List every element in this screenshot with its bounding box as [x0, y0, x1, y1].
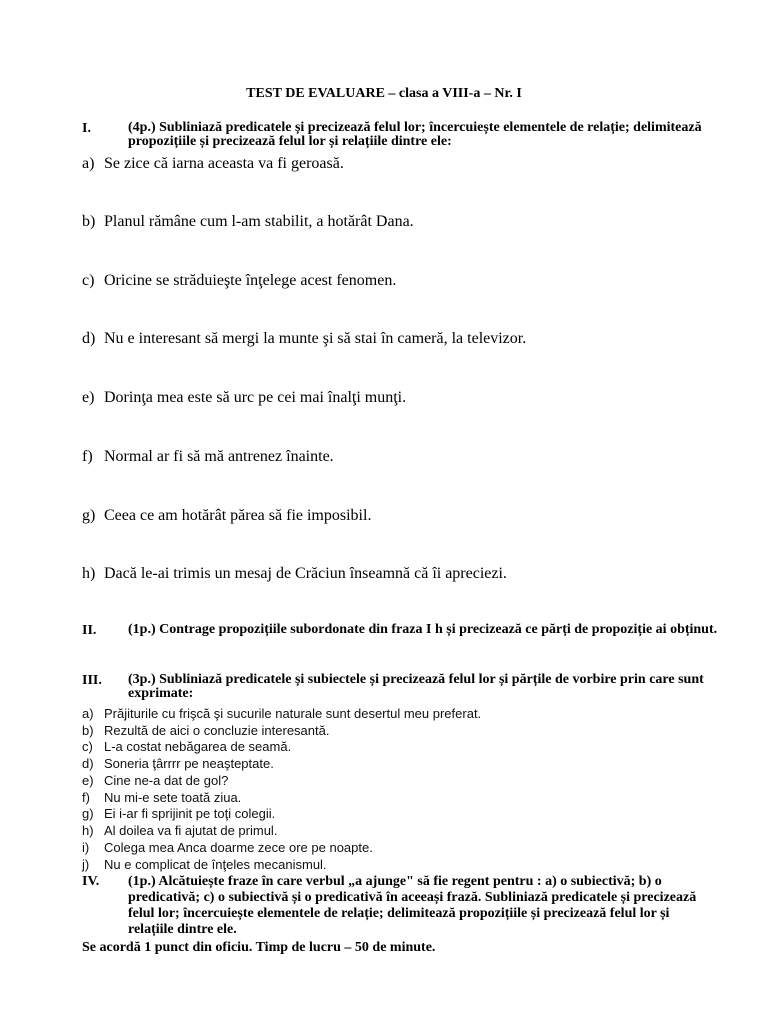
- section-2-instructions: (1p.) Contrage propozițiile subordonate din fraza I h și precizează ce părți de propoziție ai obținut.: [128, 622, 718, 637]
- footer-note: Se acordă 1 punct din oficiu. Timp de lucru – 50 de minute.: [82, 940, 436, 955]
- section-1-item-e: [82, 389, 406, 407]
- item-label: f): [82, 448, 93, 465]
- section-4-instructions: (1p.) Alcătuiește fraze în care verbul „a ajunge" să fie regent pentru : a) o subiectivă; b) o predicativă; c) o subiectivă și o predicativă în aceeași frază. Subliniază predicatele și precizează felul lor; încercuiește elementele de relație; delimitează propozițiile și precizează felul lor și relațiile dintre ele.: [128, 874, 697, 937]
- item-label: h): [82, 823, 94, 838]
- section-1-item-d: [82, 330, 526, 348]
- item-text: Ei i-ar fi sprijinit pe toţi colegii.: [104, 806, 276, 821]
- item-text: Nu e interesant să mergi la munte şi să stai în cameră, la televizor.: [104, 330, 527, 347]
- item-text: Colega mea Anca doarme zece ore pe noapte.: [104, 840, 373, 855]
- item-text: Se zice că iarna aceasta va fi geroasă.: [104, 155, 344, 172]
- section-1-item-c: [82, 272, 396, 290]
- item-label: d): [82, 330, 96, 347]
- item-label: g): [82, 806, 94, 821]
- item-text: Nu e complicat de înţeles mecanismul.: [104, 857, 327, 872]
- item-text: Dorinţa mea este să urc pe cei mai înalţi munţi.: [104, 389, 407, 406]
- item-label: g): [82, 507, 96, 524]
- item-text: Ceea ce am hotărât părea să fie imposibil.: [104, 507, 372, 524]
- item-label: a): [82, 155, 95, 172]
- section-1-item-g: [82, 507, 371, 525]
- item-text: Normal ar fi să mă antrenez înainte.: [104, 448, 334, 465]
- item-label: d): [82, 756, 94, 771]
- item-text: Dacă le-ai trimis un mesaj de Crăciun înseamnă că îi apreciezi.: [104, 565, 507, 582]
- section-1-item-b: [82, 213, 414, 231]
- page-title: TEST DE EVALUARE – clasa a VIII-a – Nr. I: [246, 86, 522, 101]
- item-label: b): [82, 723, 94, 738]
- item-text: L-a costat nebăgarea de seamă.: [104, 739, 292, 754]
- item-label: c): [82, 272, 95, 289]
- item-text: Nu mi-e sete toată ziua.: [104, 790, 242, 805]
- item-label: c): [82, 739, 93, 754]
- item-text: Oricine se străduieşte înţelege acest fenomen.: [104, 272, 397, 289]
- item-label: j): [82, 857, 90, 872]
- section-3-number: III.: [82, 673, 102, 688]
- item-label: f): [82, 790, 90, 805]
- section-1-item-a: [82, 155, 344, 173]
- section-1-item-f: [82, 448, 334, 466]
- item-label: e): [82, 773, 94, 788]
- section-4-number: IV.: [82, 874, 100, 889]
- item-label: e): [82, 389, 95, 406]
- item-label: b): [82, 213, 96, 230]
- section-3-instructions: (3p.) Subliniază predicatele și subiectele și precizează felul lor și părțile de vorbire prin care sunt exprimate:: [128, 672, 704, 701]
- item-label: i): [82, 840, 90, 855]
- item-text: Cine ne-a dat de gol?: [104, 773, 229, 788]
- section-1-instructions: (4p.) Subliniază predicatele și precizează felul lor; încercuiește elementele de relație; delimitează propozițiile și precizează felul lor și relațiile dintre ele:: [128, 120, 702, 149]
- section-1-number: I.: [82, 121, 91, 136]
- item-label: h): [82, 565, 96, 582]
- item-text: Rezultă de aici o concluzie interesantă.: [104, 723, 330, 738]
- item-text: Al doilea va fi ajutat de primul.: [104, 823, 278, 838]
- section-2-number: II.: [82, 623, 97, 638]
- item-text: Planul rămâne cum l-am stabilit, a hotărât Dana.: [104, 213, 414, 230]
- item-text: Prăjiturile cu frişcă şi sucurile naturale sunt desertul meu preferat.: [104, 706, 482, 721]
- section-1-item-h: [82, 565, 507, 583]
- item-text: Soneria ţârrrr pe neaşteptate.: [104, 756, 274, 771]
- item-label: a): [82, 706, 94, 721]
